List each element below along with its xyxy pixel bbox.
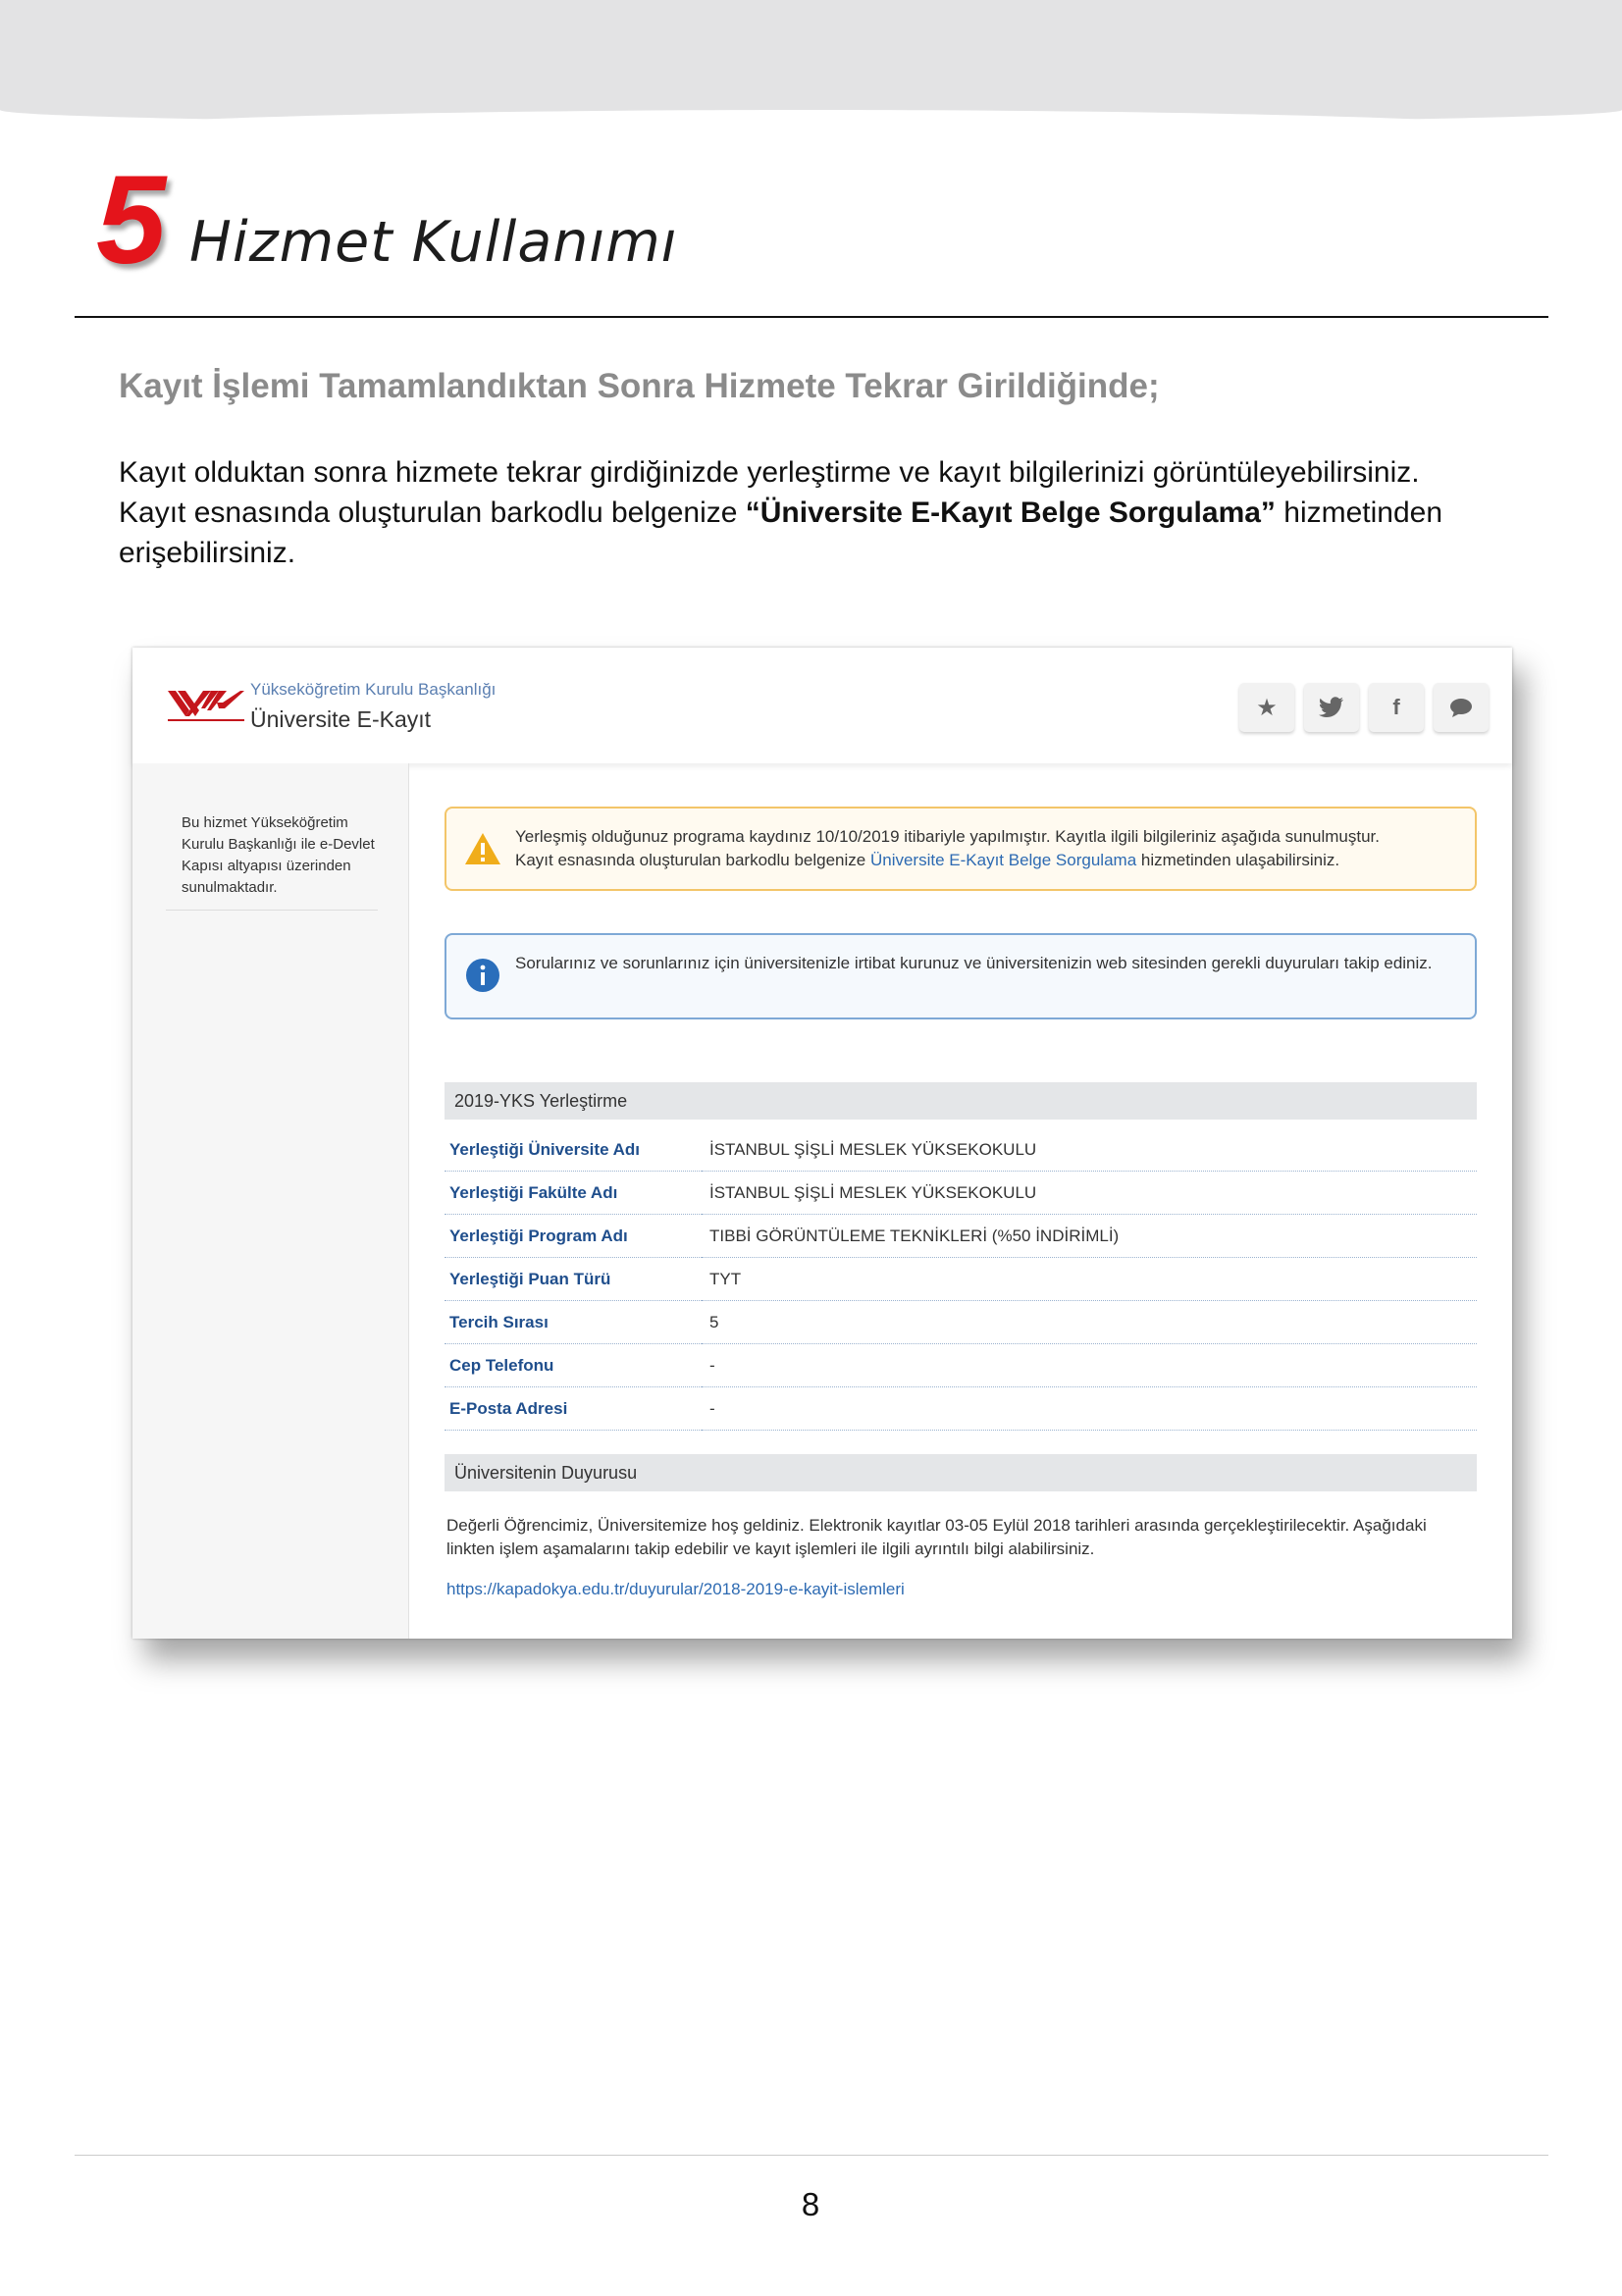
- warning-alert: [445, 807, 1477, 891]
- announcement-text: Değerli Öğrencimiz, Üniversitemize hoş geldiniz. Elektronik kayıtlar 03-05 Eylül 2018 tarihleri arasında gerçekleştirilecektir. Aşağıdaki linkten işlem aşamalarını takip edebilir ve kayıt işlemleri ile ilgili ayrıntılı bilgi alabilirsiniz.: [446, 1516, 1427, 1558]
- intro-paragraph: [119, 452, 1473, 573]
- info-alert: [445, 933, 1477, 1019]
- row-value: TIBBİ GÖRÜNTÜLEME TEKNİKLERİ (%50 İNDİRİMLİ): [702, 1215, 1477, 1258]
- info-icon: [464, 957, 501, 994]
- table-row: [445, 1301, 1477, 1344]
- row-label: Cep Telefonu: [445, 1344, 702, 1387]
- table-row: [445, 1258, 1477, 1301]
- row-label: Yerleştiği Program Adı: [445, 1215, 702, 1258]
- intro-line-2-start: Kayıt esnasında oluşturulan barkodlu belgenize: [119, 496, 746, 529]
- embedded-screenshot: [132, 648, 1512, 1639]
- header-divider: [75, 316, 1548, 318]
- row-label: Yerleştiği Puan Türü: [445, 1258, 702, 1301]
- yok-logo-icon: [168, 687, 244, 726]
- intro-line-2-end: hizmetinden: [1275, 496, 1443, 529]
- row-value: İSTANBUL ŞİŞLİ MESLEK YÜKSEKOKULU: [702, 1128, 1477, 1172]
- table-row: [445, 1215, 1477, 1258]
- sidebar-info-text: Bu hizmet Yükseköğretim Kurulu Başkanlığı ile e-Devlet Kapısı altyapısı üzerinden sunulmaktadır.: [182, 814, 375, 896]
- warning-text: [515, 825, 1457, 872]
- warning-line-2: [515, 849, 1457, 872]
- warning-icon: [464, 830, 501, 867]
- warning-line-1: Yerleşmiş olduğunuz programa kaydınız 10/10/2019 itibariyle yapılmıştır. Kayıtla ilgili bilgileriniz aşağıda sunulmuştur.: [515, 827, 1380, 846]
- star-icon[interactable]: ★: [1239, 683, 1294, 732]
- row-label: Tercih Sırası: [445, 1301, 702, 1344]
- announcement-section-title: Üniversitenin Duyurusu: [445, 1454, 1477, 1491]
- row-value: -: [702, 1344, 1477, 1387]
- top-banner: [0, 0, 1622, 124]
- chapter-number: 5: [96, 150, 167, 290]
- org-name: Yükseköğretim Kurulu Başkanlığı: [250, 680, 497, 699]
- warning-line-2-start: Kayıt esnasında oluşturulan barkodlu belgenize: [515, 851, 870, 869]
- site-header: [132, 648, 1512, 763]
- chat-icon[interactable]: [1434, 683, 1489, 732]
- announcement-link[interactable]: https://kapadokya.edu.tr/duyurular/2018-2019-e-kayit-islemleri: [446, 1580, 905, 1598]
- facebook-icon[interactable]: f: [1369, 683, 1424, 732]
- section-subheading: Kayıt İşlemi Tamamlandıktan Sonra Hizmete Tekrar Girildiğinde;: [119, 367, 1160, 405]
- page-number: 8: [801, 2186, 820, 2222]
- belge-sorgulama-link[interactable]: Üniversite E-Kayıt Belge Sorgulama: [869, 851, 1137, 869]
- sidebar-divider: [166, 910, 378, 911]
- row-label: Yerleştiği Üniversite Adı: [445, 1128, 702, 1172]
- intro-line-1: Kayıt olduktan sonra hizmete tekrar girdiğinizde yerleştirme ve kayıt bilgilerinizi görüntüleyebilirsiniz.: [119, 456, 1420, 489]
- service-name: Üniversite E-Kayıt: [250, 706, 432, 732]
- row-value: -: [702, 1387, 1477, 1431]
- warning-line-2-end: hizmetinden ulaşabilirsiniz.: [1136, 851, 1340, 869]
- info-text: Sorularınız ve sorunlarınız için üniversitenizle irtibat kurunuz ve üniversitenizin web sitesinden gerekli duyuruları takip ediniz.: [515, 954, 1433, 972]
- row-label: Yerleştiği Fakülte Adı: [445, 1172, 702, 1215]
- chapter-title: Hizmet Kullanımı: [189, 210, 678, 275]
- intro-line-2: [119, 493, 1473, 533]
- table-row: [445, 1172, 1477, 1215]
- service-name-emphasis: “Üniversite E-Kayıt Belge Sorgulama”: [745, 496, 1276, 529]
- chapter-heading: [96, 150, 1470, 290]
- table-row: [445, 1387, 1477, 1431]
- twitter-icon[interactable]: [1304, 683, 1359, 732]
- placement-section-title: 2019-YKS Yerleştirme: [445, 1082, 1477, 1120]
- row-value: İSTANBUL ŞİŞLİ MESLEK YÜKSEKOKULU: [702, 1172, 1477, 1215]
- row-label: E-Posta Adresi: [445, 1387, 702, 1431]
- footer-divider: [75, 2155, 1548, 2156]
- intro-line-3: erişebilirsiniz.: [119, 537, 296, 569]
- row-value: 5: [702, 1301, 1477, 1344]
- row-value: TYT: [702, 1258, 1477, 1301]
- table-row: [445, 1344, 1477, 1387]
- table-row: [445, 1128, 1477, 1172]
